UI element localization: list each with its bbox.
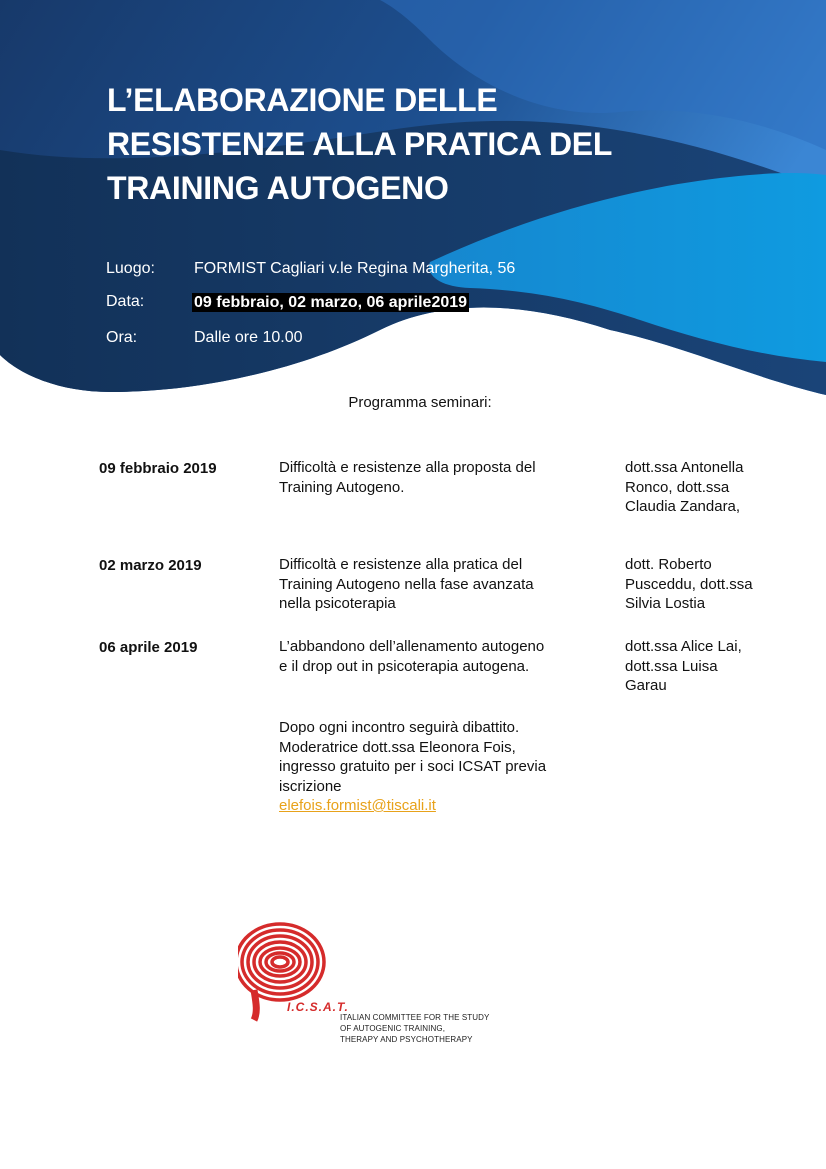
- notes-line: Moderatrice dott.ssa Eleonora Fois,: [279, 738, 516, 756]
- speaker-line: Claudia Zandara,: [625, 498, 741, 515]
- topic-line: L’abbandono dell’allenamento autogeno: [279, 638, 545, 655]
- topic-line: e il drop out in psicoterapia autogena.: [279, 657, 530, 675]
- program-heading: Programma seminari:: [348, 394, 492, 411]
- session-speakers: [625, 458, 795, 517]
- notes-line: ingresso gratuito per i soci ICSAT previa: [279, 758, 547, 775]
- speaker-line: Pusceddu, dott.ssa: [625, 575, 753, 593]
- notes-block: [279, 718, 546, 816]
- session-topic: [279, 637, 599, 676]
- speaker-line: dott.ssa Alice Lai,: [625, 638, 742, 655]
- logo-mark-text: I.C.S.A.T.: [287, 1000, 349, 1014]
- session-topic: [279, 458, 599, 497]
- notes-line-email: [279, 777, 546, 816]
- ora-label: Ora:: [106, 329, 138, 346]
- luogo-value: FORMIST Cagliari v.le Regina Margherita, 56: [194, 260, 516, 277]
- speaker-line: Ronco, dott.ssa: [625, 478, 730, 496]
- logo-caption: [340, 1012, 489, 1045]
- speaker-line: dott.ssa Antonella: [625, 459, 744, 476]
- speaker-line: Silvia Lostia: [625, 595, 706, 612]
- title-line-3: TRAINING AUTOGENO: [107, 170, 449, 206]
- email-link[interactable]: elefois.formist@tiscali.it: [279, 797, 436, 814]
- speaker-line: Garau: [625, 677, 667, 694]
- topic-line: Training Autogeno nella fase avanzata: [279, 575, 534, 593]
- notes-line: Dopo ogni incontro seguirà dibattito.: [279, 719, 520, 736]
- session-topic: [279, 555, 599, 614]
- luogo-label: Luogo:: [106, 260, 155, 277]
- topic-line: Training Autogeno.: [279, 478, 405, 496]
- data-value: 09 febbraio, 02 marzo, 06 aprile2019: [194, 294, 468, 311]
- header-banner: [0, 0, 826, 400]
- speaker-line: dott. Roberto: [625, 556, 712, 573]
- session-date: 02 marzo 2019: [99, 557, 202, 574]
- caption-line: OF AUTOGENIC TRAINING,: [340, 1024, 446, 1033]
- title-line-1: L’ELABORAZIONE DELLE: [107, 82, 498, 118]
- data-value-wrapper: [192, 294, 469, 312]
- session-date: 09 febbraio 2019: [99, 460, 217, 477]
- caption-line: THERAPY AND PSYCHOTHERAPY: [340, 1035, 473, 1044]
- data-label: Data:: [106, 293, 145, 310]
- ora-value: Dalle ore 10.00: [194, 329, 303, 346]
- session-speakers: [625, 555, 795, 614]
- speaker-line: dott.ssa Luisa: [625, 657, 718, 675]
- topic-line: Difficoltà e resistenze alla proposta del: [279, 459, 536, 476]
- session-date: 06 aprile 2019: [99, 639, 198, 656]
- topic-line: nella psicoterapia: [279, 595, 396, 612]
- session-speakers: [625, 637, 795, 696]
- topic-line: Difficoltà e resistenze alla pratica del: [279, 556, 523, 573]
- title-line-2: RESISTENZE ALLA PRATICA DEL: [107, 126, 613, 162]
- caption-line: ITALIAN COMMITTEE FOR THE STUDY: [340, 1013, 490, 1022]
- notes-prefix: iscrizione: [279, 777, 342, 795]
- page-title: [107, 78, 747, 210]
